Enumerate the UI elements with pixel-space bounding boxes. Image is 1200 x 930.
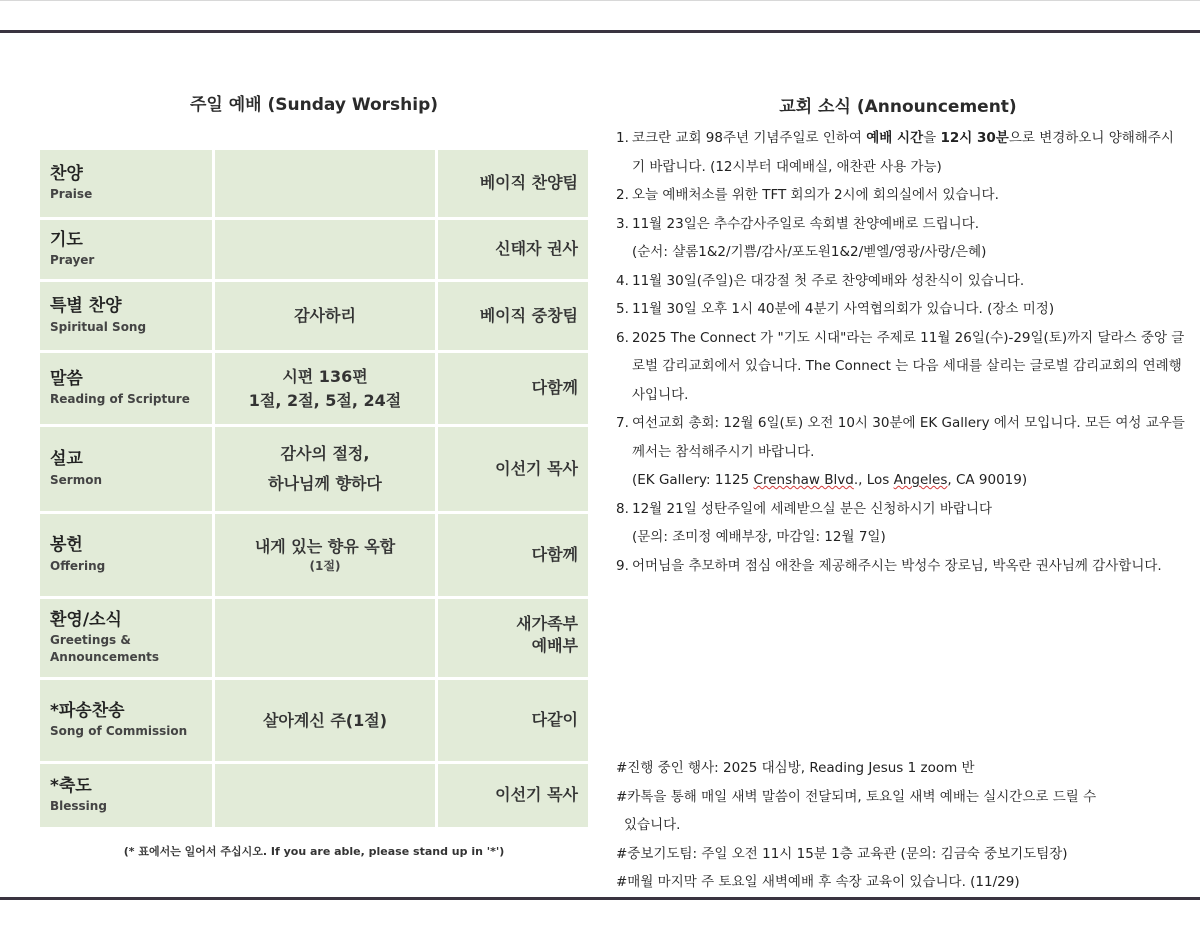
item-english: Reading of Scripture xyxy=(50,392,190,407)
event-notes xyxy=(616,754,1186,897)
standing-footnote: (* 표에서는 일어서 주십시오. If you are able, please stand up in '*') xyxy=(123,845,505,858)
worship-item-greetings xyxy=(40,599,212,677)
worship-leader-cell xyxy=(438,764,588,827)
worship-leader-cell xyxy=(438,353,588,424)
worship-title: 주일 예배 (Sunday Worship) xyxy=(189,95,439,115)
worship-content-cell xyxy=(212,282,438,350)
item-text: 오늘 예배처소를 위한 TFT 회의가 2시에 회의실에서 있습니다. xyxy=(632,187,999,203)
worship-order-table xyxy=(40,150,588,827)
item-text: 11월 23일은 추수감사주일로 속회별 찬양예배로 드립니다. (순서: 샬롬1&2/기쁨/감사/포도원1&2/벧엘/영광/사랑/은혜) xyxy=(632,215,987,260)
worship-item-prayer xyxy=(40,220,212,279)
worship-content-cell xyxy=(212,764,438,827)
item-korean: 특별 찬양 xyxy=(50,296,122,317)
item-english: Sermon xyxy=(50,472,102,487)
worship-leader-cell xyxy=(438,150,588,217)
announcement-item xyxy=(616,495,1186,552)
note-line: #매월 마지막 주 토요일 새벽예배 후 속장 교육이 있습니다. (11/29) xyxy=(616,874,1020,890)
item-english: Blessing xyxy=(50,799,107,814)
gallery-address: (EK Gallery: 1125 Crenshaw Blvd., Los Angeles, CA 90019) xyxy=(632,472,1028,488)
worship-item-sermon xyxy=(40,427,212,511)
content-text: 감사하리 xyxy=(294,306,356,325)
item-korean: *축도 xyxy=(50,775,92,796)
announcement-item xyxy=(616,181,1186,210)
item-english: Praise xyxy=(50,187,93,202)
item-korean: *파송찬송 xyxy=(50,700,125,721)
worship-item-offering xyxy=(40,514,212,596)
item-english: Prayer xyxy=(50,253,95,268)
leader-name-line2: 예배부 xyxy=(531,636,578,656)
worship-content-cell xyxy=(212,220,438,279)
item-text: 여선교회 총회: 12월 6일(토) 오전 10시 30분에 EK Gallery 에서 모입니다. 모든 여성 교우들께서는 참석해주시기 바랍니다. (EK Gallery: 1125 Crenshaw Blvd., Los Angeles, CA 90019) xyxy=(632,409,1186,495)
worship-item-praise xyxy=(40,150,212,217)
leader-name: 이선기 목사 xyxy=(495,458,578,478)
worship-content-cell xyxy=(212,599,438,677)
leader-name: 다같이 xyxy=(531,710,578,730)
announcement-title: 교회 소식 (Announcement) xyxy=(779,97,1017,117)
item-text: 12월 21일 성탄주일에 세례받으실 분은 신청하시기 바랍니다 (문의: 조미정 예배부장, 마감일: 12월 7일) xyxy=(632,500,993,545)
item-korean: 환영/소식 xyxy=(50,610,122,630)
item-english: Greetings & xyxy=(50,633,131,648)
item-korean: 기도 xyxy=(50,229,83,250)
item-text: 2025 The Connect 가 "기도 시대"라는 주제로 11월 26일(수)-29일(토)까지 달라스 중앙 글로벌 감리교회에서 있습니다. The Connect 는 다음 세대를 살리는 글로벌 감리교회의 연례행사입니다. xyxy=(632,329,1185,403)
worship-leader-cell xyxy=(438,680,588,761)
announcement-item xyxy=(616,124,1186,181)
leader-name: 다함께 xyxy=(531,544,578,564)
worship-leader-cell xyxy=(438,599,588,677)
item-text: 11월 30일 오후 1시 40분에 4분기 사역협의회가 있습니다. (장소 미정) xyxy=(632,301,1055,317)
note-line: 있습니다. xyxy=(624,817,681,833)
announcement-item xyxy=(616,210,1186,267)
top-divider xyxy=(0,30,1200,33)
leader-name: 다함께 xyxy=(531,378,578,398)
content-text: 내게 있는 향유 옥합 xyxy=(254,537,396,557)
content-text: 살아계신 주(1절) xyxy=(262,710,388,730)
content-text: 시편 136편 xyxy=(282,366,368,386)
worship-content-cell xyxy=(212,353,438,424)
item-korean: 말씀 xyxy=(50,368,83,389)
item-english: Offering xyxy=(50,558,106,573)
note-line: #진행 중인 행사: 2025 대심방, Reading Jesus 1 zoom 반 xyxy=(616,760,975,776)
item-english: Spiritual Song xyxy=(50,319,147,334)
item-korean: 봉헌 xyxy=(50,535,83,556)
item-number: 7. xyxy=(616,415,629,431)
announcement-item xyxy=(616,267,1186,296)
worship-item-spiritual-song xyxy=(40,282,212,350)
top-hairline xyxy=(0,0,1200,1)
leader-name: 새가족부 xyxy=(516,614,578,633)
leader-name: 이선기 목사 xyxy=(495,785,578,805)
content-subtext: (1절) xyxy=(309,559,341,574)
leader-name: 베이직 찬양팀 xyxy=(479,173,578,193)
bottom-divider xyxy=(0,897,1200,900)
worship-item-commission xyxy=(40,680,212,761)
item-number: 5. xyxy=(616,301,629,317)
item-number: 8. xyxy=(616,500,629,517)
item-number: 6. xyxy=(616,329,629,346)
item-text: 11월 30일(주일)은 대강절 첫 주로 찬양예배와 성찬식이 있습니다. xyxy=(632,272,1025,289)
announcement-item xyxy=(616,324,1186,410)
item-text: 어머님을 추모하며 점심 애찬을 제공해주시는 박성수 장로님, 박옥란 권사님께 감사합니다. xyxy=(632,557,1162,574)
item-text: 코크란 교회 98주년 기념주일로 인하여 예배 시간을 12시 30분으로 변경하오니 양해해주시기 바랍니다. (12시부터 대예배실, 애찬관 사용 가능) xyxy=(632,130,1174,175)
content-text-line2: 1절, 2절, 5절, 24절 xyxy=(248,390,402,410)
worship-content-cell xyxy=(212,150,438,217)
item-number: 9. xyxy=(616,557,629,574)
worship-content-cell xyxy=(212,514,438,596)
item-english-line2: Announcements xyxy=(50,650,160,665)
note-line: #중보기도팀: 주일 오전 11시 15분 1층 교육관 (문의: 김금숙 중보기도팀장) xyxy=(616,845,1068,862)
leader-name: 신태자 권사 xyxy=(495,239,578,259)
content-text-line2: 하나님께 향하다 xyxy=(268,474,382,493)
worship-leader-cell xyxy=(438,282,588,350)
worship-content-cell xyxy=(212,680,438,761)
item-korean: 설교 xyxy=(50,449,83,470)
announcement-item xyxy=(616,295,1186,324)
worship-leader-cell xyxy=(438,220,588,279)
item-number: 4. xyxy=(616,272,629,289)
note-line: #카톡을 통해 매일 새벽 말씀이 전달되며, 토요일 새벽 예배는 실시간으로 드릴 수 xyxy=(616,788,1097,805)
worship-content-cell xyxy=(212,427,438,511)
worship-item-scripture xyxy=(40,353,212,424)
announcement-item xyxy=(616,552,1186,581)
item-number: 1. xyxy=(616,130,629,146)
leader-name: 베이직 중창팀 xyxy=(479,305,578,325)
content-text: 감사의 절정, xyxy=(280,443,370,463)
item-number: 2. xyxy=(616,187,629,203)
announcement-item xyxy=(616,409,1186,495)
worship-leader-cell xyxy=(438,427,588,511)
item-korean: 찬양 xyxy=(50,163,83,184)
item-english: Song of Commission xyxy=(50,724,188,739)
item-number: 3. xyxy=(616,215,629,232)
announcement-list xyxy=(616,124,1186,580)
worship-item-blessing xyxy=(40,764,212,827)
worship-leader-cell xyxy=(438,514,588,596)
